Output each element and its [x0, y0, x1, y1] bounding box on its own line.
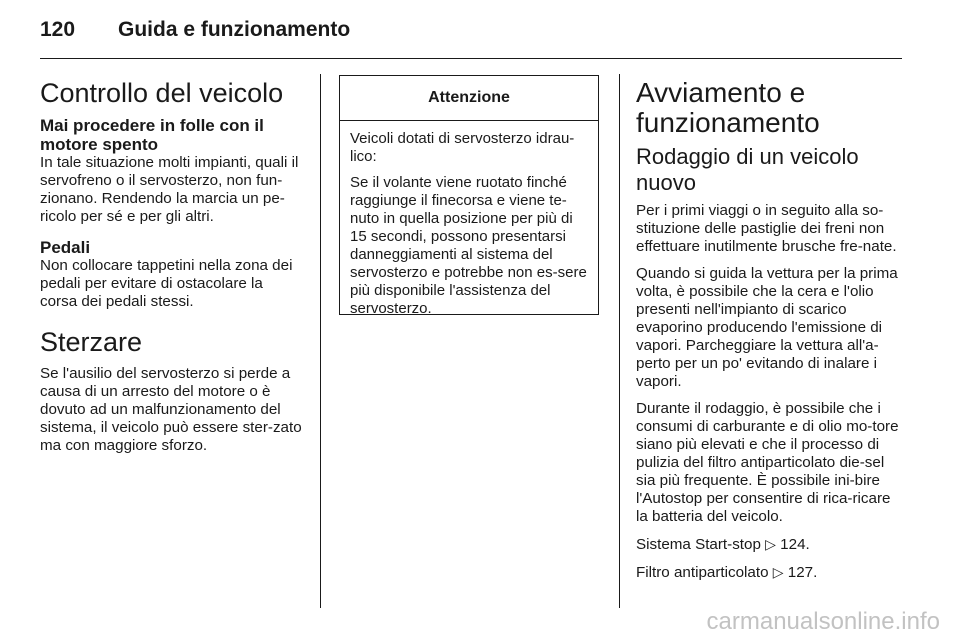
paragraph-rodaggio-1: Per i primi viaggi o in seguito alla so-stituzione delle pastiglie dei freni non effettuare inutilmente brusche fre-nate. — [636, 202, 897, 255]
column-left — [40, 72, 304, 464]
page-reference-arrow-icon: ▷ — [772, 564, 784, 580]
subsection-title-pedali: Pedali — [40, 238, 91, 257]
warning-paragraph-1: Veicoli dotati di servosterzo idrau-lico: — [350, 130, 575, 165]
column-divider-right — [619, 74, 620, 608]
page-reference-arrow-icon: ▷ — [765, 536, 776, 552]
subsection-title-rodaggio: Rodaggio di un veicolo nuovo — [636, 144, 859, 195]
page-number: 120 — [40, 18, 76, 41]
warning-box — [339, 75, 599, 315]
column-right — [636, 72, 902, 591]
reference-text: Sistema Start-stop — [636, 536, 761, 553]
header-divider — [40, 58, 902, 59]
paragraph-sterzare: Se l'ausilio del servosterzo si perde a causa di un arresto del motore o è dovuto ad un malfunzionamento del sistema, il veicolo può essere ster-zato ma con maggiore sforzo. — [40, 365, 302, 454]
section-title-controllo: Controllo del veicolo — [40, 78, 284, 108]
reference-page: 127. — [787, 564, 818, 581]
warning-paragraph-2: Se il volante viene ruotato finché raggiunge il finecorsa e viene te-nuto in quella posizione per più di 15 secondi, possono presentarsi danneggiamenti al sistema del servosterzo e potrebbe non es-sere più disponibile l'assistenza del servosterzo. — [350, 174, 587, 317]
paragraph-rodaggio-2: Quando si guida la vettura per la prima volta, è possibile che la cera e l'olio presenti nell'impianto di scarico evaporino producendo l'emissione di vapori. Parcheggiare la vettura all'a-perto per un po' evitando di inalare i vapori. — [636, 265, 898, 390]
reference-page: 124. — [780, 536, 810, 553]
section-title-avviamento: Avviamento e funzionamento — [636, 77, 820, 138]
watermark: carmanualsonline.info — [706, 608, 940, 635]
section-title-sterzare: Sterzare — [40, 327, 143, 357]
reference-text: Filtro antiparticolato — [636, 564, 769, 581]
warning-body — [340, 121, 598, 318]
reference-filtro[interactable] — [636, 563, 902, 582]
paragraph-folle: In tale situazione molti impianti, quali il servofreno o il servosterzo, non fun-zionano. Rendendo la marcia un pe-ricolo per sé e per gli altri. — [40, 154, 299, 225]
chapter-title: Guida e funzionamento — [118, 18, 351, 41]
subsection-title-folle: Mai procedere in folle con il motore spento — [40, 116, 264, 154]
column-divider-left — [320, 74, 321, 608]
reference-start-stop[interactable] — [636, 535, 902, 554]
paragraph-pedali: Non collocare tappetini nella zona dei pedali per evitare di ostacolare la corsa dei pedali stessi. — [40, 257, 293, 310]
paragraph-rodaggio-3: Durante il rodaggio, è possibile che i consumi di carburante e di olio mo-tore siano più elevati e che il processo di pulizia del filtro antiparticolato die-sel sia più frequente. È possibile ini-bire l'Autostop per consentire di rica-ricare la batteria del veicolo. — [636, 400, 899, 525]
warning-title: Attenzione — [340, 76, 598, 121]
